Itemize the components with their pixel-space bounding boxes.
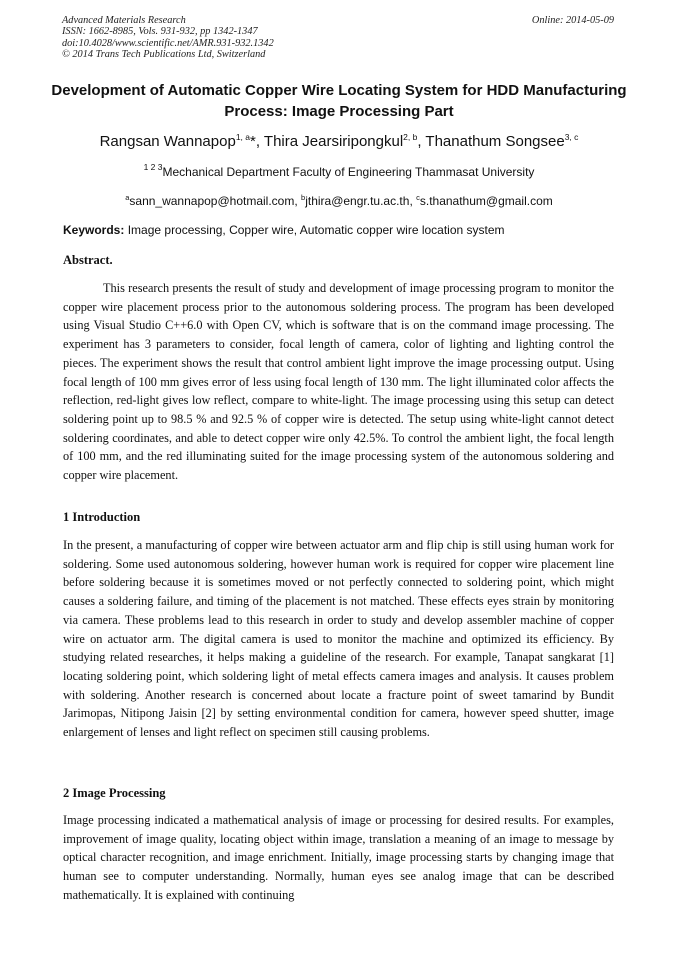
author-name: Thira Jearsiripongkul bbox=[263, 133, 404, 150]
author-affil-sup: 1, a bbox=[235, 132, 250, 142]
copyright-line: © 2014 Trans Tech Publications Ltd, Switzerland bbox=[62, 49, 266, 61]
affiliation-text: Mechanical Department Faculty of Engineering Thammasat University bbox=[162, 165, 535, 179]
author-separator: , bbox=[417, 133, 426, 150]
email-address[interactable]: sann_wannapop@hotmail.com bbox=[129, 194, 295, 208]
issn-line: ISSN: 1662-8985, Vols. 931-932, pp 1342-1347 bbox=[62, 26, 258, 38]
paper-title: Development of Automatic Copper Wire Locating System for HDD Manufacturing Process: Image Processing Part bbox=[51, 82, 627, 120]
author-affil-sup: 2, b bbox=[403, 132, 418, 142]
email-separator: , bbox=[409, 194, 417, 208]
journal-header bbox=[62, 15, 274, 61]
abstract-text: This research presents the result of study and development of image processing program to monitor the copper wire placement process prior to the autonomous soldering process. The program has been developed using Visual Studio C++6.0 with Open CV, which is software that is on the command image processing. The experiment has 3 parameters to consider, focal length of camera, color of lighting and lighting control the pieces. The experiment shows the result that control ambient light improve the image processing output. Using focal length of 100 mm gives error of less using focal length of 130 mm. The light illuminated color affects the reflection, red-light gives low reflect, compare to white-light. The image processing using this setup can detect soldering point up to 98.5 % and 92.5 % of copper wire is detected. The setup using white-light cannot detect soldering coordinates, and able to detect copper wire only 42.5%. To control the ambient light, the focal length of 100 mm, and the red illuminating suited for the image processing system of the autonomous soldering and copper wire placement. bbox=[63, 281, 614, 483]
keywords-label: Keywords: bbox=[63, 223, 125, 237]
author-emails bbox=[20, 193, 658, 209]
keywords bbox=[63, 222, 623, 238]
section-heading-introduction: 1 Introduction bbox=[63, 510, 141, 524]
author-list bbox=[20, 132, 658, 152]
author-separator: , bbox=[255, 133, 264, 150]
affiliation bbox=[20, 164, 658, 180]
email-address[interactable]: s.thanathum@gmail.com bbox=[419, 194, 553, 208]
corresponding-mark: * bbox=[250, 133, 256, 150]
email-separator: , bbox=[294, 194, 302, 208]
doi-line[interactable]: doi:10.4028/www.scientific.net/AMR.931-932.1342 bbox=[62, 37, 274, 49]
email-sup: a bbox=[125, 193, 130, 202]
email-sup: b bbox=[301, 193, 306, 202]
affiliation-sup: 1 2 3 bbox=[143, 162, 163, 172]
journal-name: Advanced Materials Research bbox=[62, 15, 186, 26]
author-affil-sup: 3, c bbox=[564, 132, 579, 142]
image-processing-text: Image processing indicated a mathematical analysis of image or processing for desired results. For examples, improvement of image quality, locating object within image, translation a meaning of an image to message by optical character recognition, and image enrichment. Initially, image processing starts by changing image that human see to computer understanding. Normally, human eyes see analog image that can be described mathematically. It is explained with continuing bbox=[63, 813, 614, 902]
online-date: Online: 2014-05-09 bbox=[531, 15, 614, 26]
introduction-text: In the present, a manufacturing of copper wire between actuator arm and flip chip is still using human work for soldering. Some used autonomous soldering, however human work is required for copper wire placement line before soldering because it is sometimes moved or not perfectly connected to soldering point, which might causes a soldering failure, and timing of the placement is not matched. These effects eyes strain by monitoring via camera. These problems lead to this research in order to study and develop assembler machine of copper wire on actuator arm. The digital camera is used to monitor the machine and optimized its efficiency. By studying related researches, it helps making a guideline of the research. For example, Tanapat sangkarat [1] locating soldering point, which soldering light of metal effects camera images and analysis. It causes problem with soldering. Another research is concerned about locate a fracture point of sweet tamarind by Bundit Jarimopas, Nitipong Jaisin [2] by setting environmental condition for camera, however speed shutter, image enlargement of lenses and light reflect on specimen still causing problems. bbox=[63, 538, 614, 740]
keywords-text: Image processing, Copper wire, Automatic copper wire location system bbox=[127, 223, 505, 237]
author-name: Thanathum Songsee bbox=[425, 133, 565, 150]
section-heading-image-processing: 2 Image Processing bbox=[63, 786, 166, 800]
abstract-heading: Abstract. bbox=[63, 253, 113, 267]
author-name: Rangsan Wannapop bbox=[99, 133, 236, 150]
email-sup: c bbox=[416, 193, 420, 202]
email-address[interactable]: jthira@engr.tu.ac.th bbox=[305, 194, 410, 208]
